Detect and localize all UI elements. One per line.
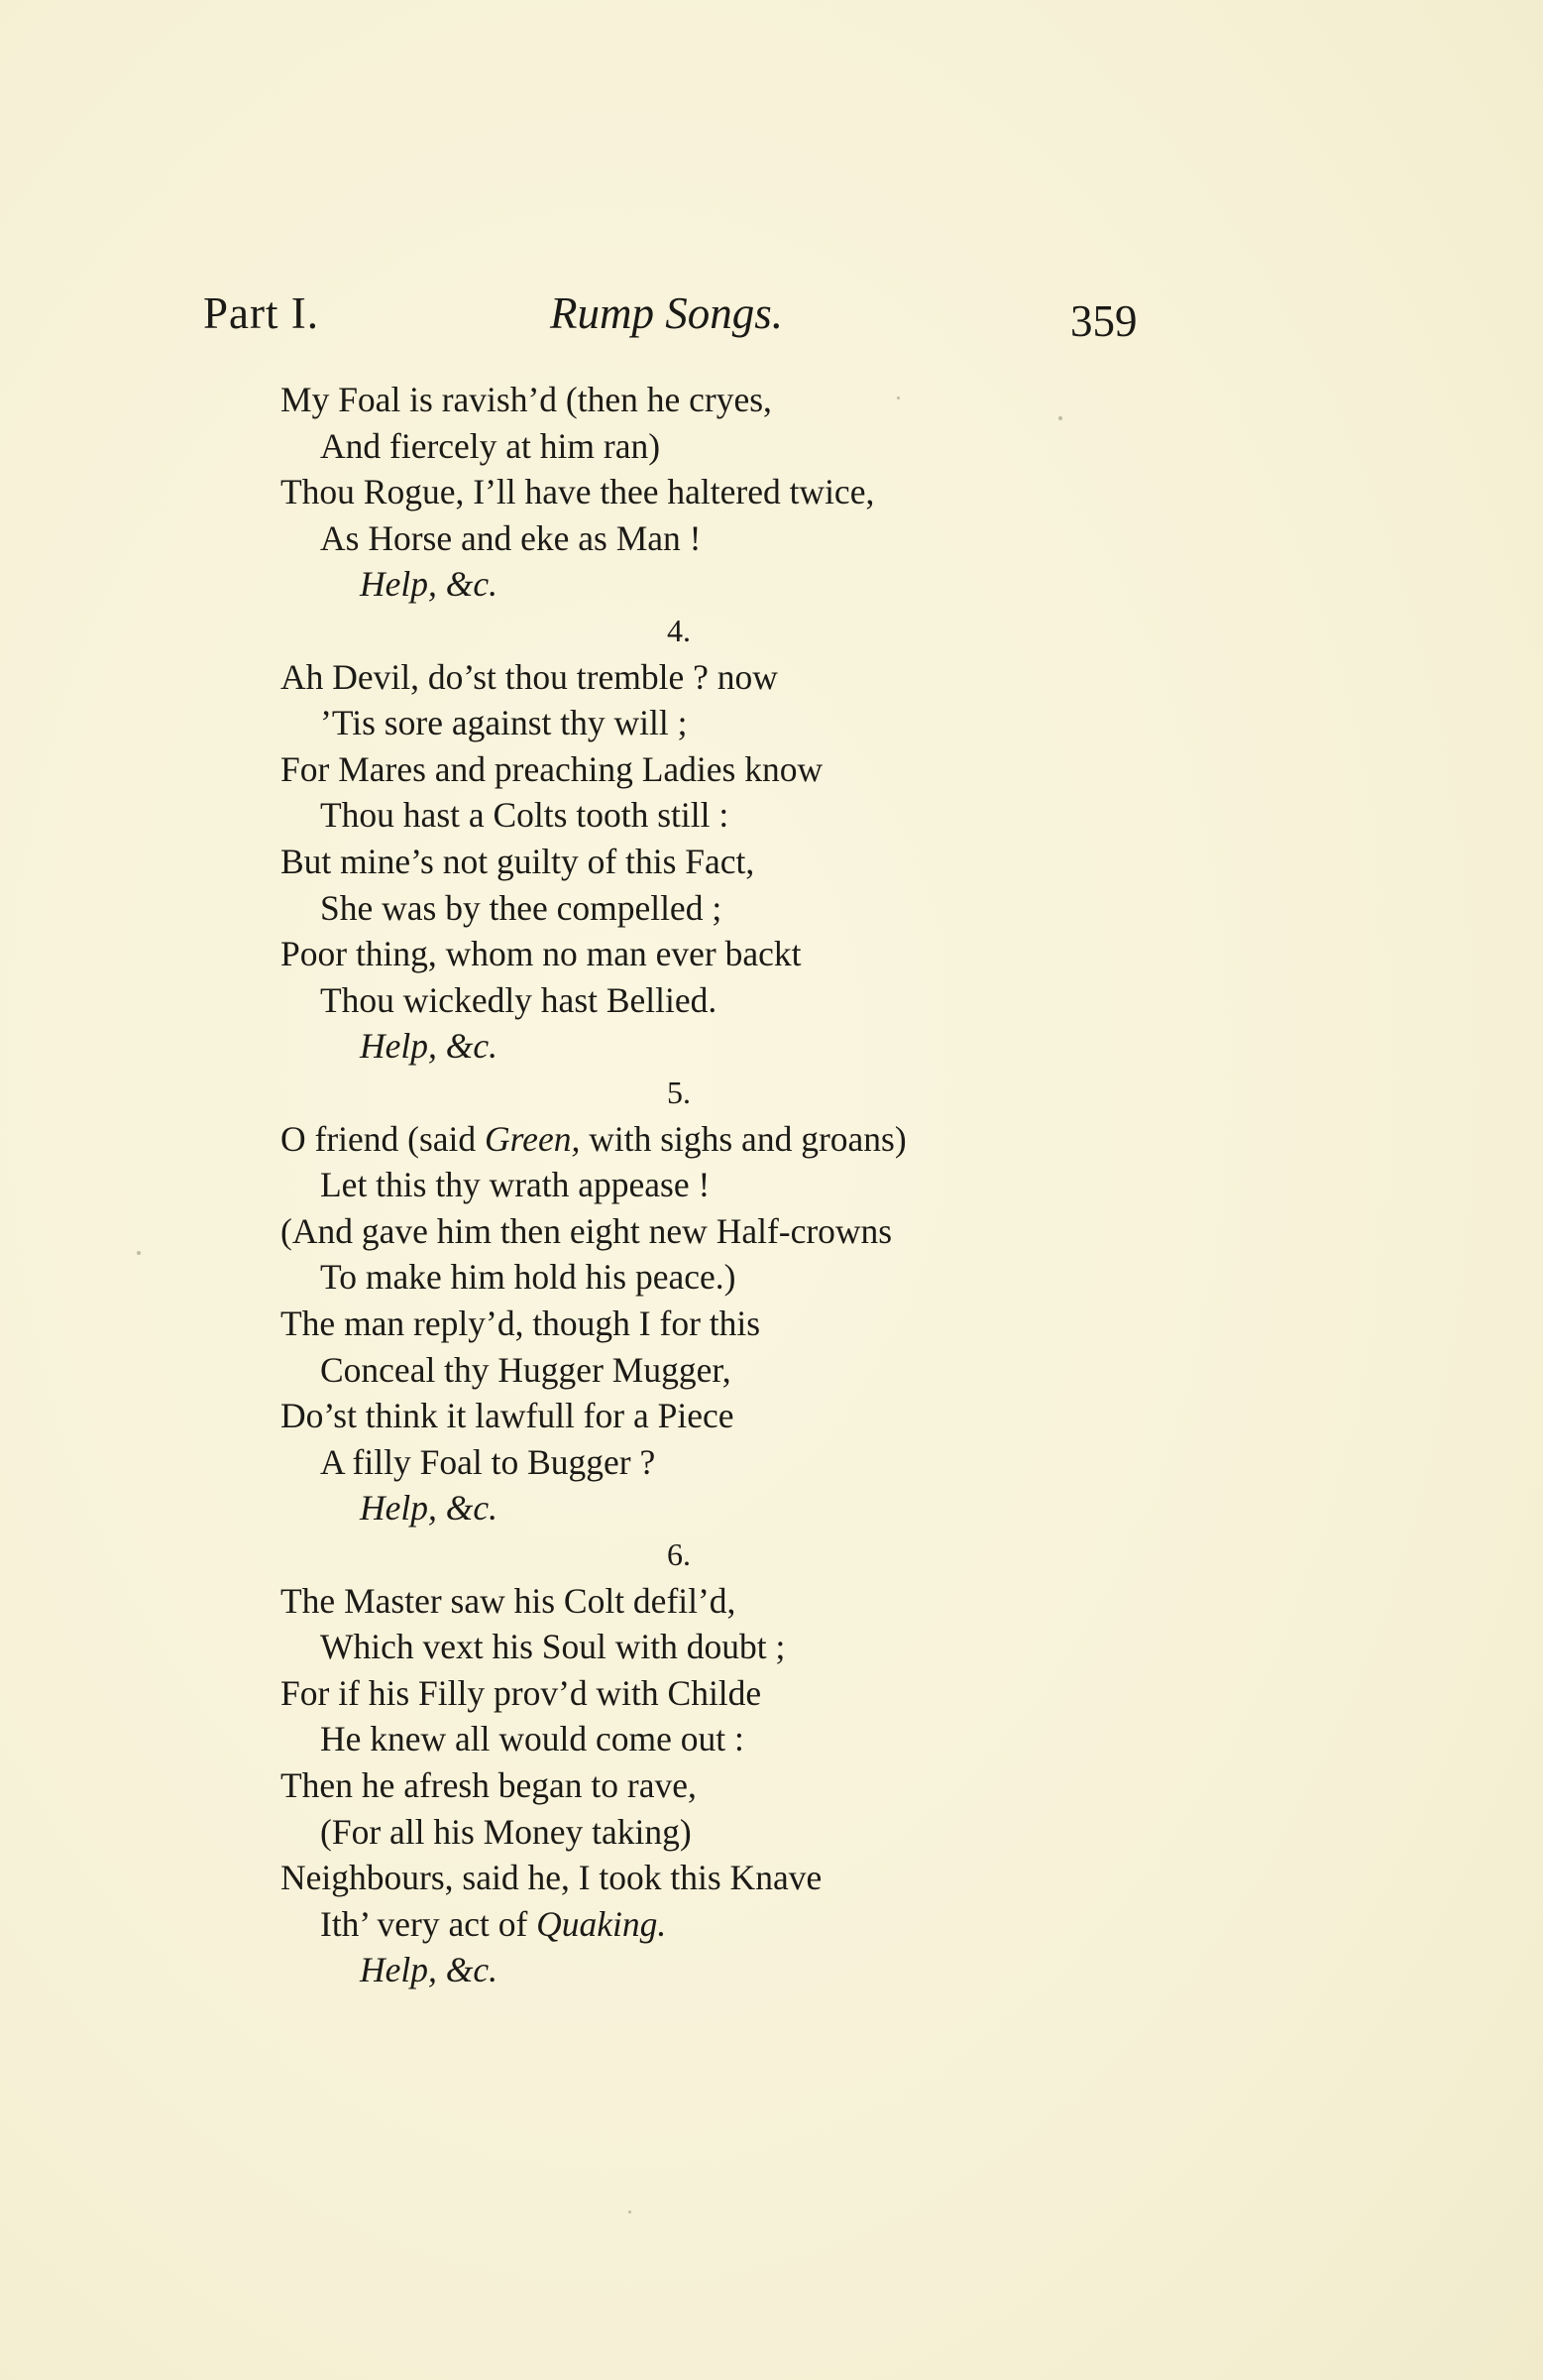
poem-line: But mine’s not guilty of this Fact, bbox=[280, 842, 755, 881]
poem-line: For Mares and preaching Ladies know bbox=[280, 748, 824, 789]
poem-line: As Horse and eke as Man ! bbox=[320, 517, 702, 558]
poem-line: A filly Foal to Bugger ? bbox=[320, 1441, 656, 1482]
running-title: Rump Songs. bbox=[550, 288, 783, 338]
line-text: with sighs and groans) bbox=[580, 1118, 907, 1159]
paper-speck bbox=[897, 397, 900, 399]
line-text: O friend (said bbox=[280, 1118, 486, 1159]
paper-speck bbox=[137, 1251, 141, 1255]
paper-speck bbox=[628, 2210, 631, 2213]
line-text: Ith’ very act of bbox=[320, 1903, 537, 1944]
poem-line: Ah Devil, do’st thou tremble ? now bbox=[280, 656, 778, 697]
italic-name: Green, bbox=[485, 1118, 581, 1159]
running-header bbox=[203, 287, 1155, 347]
poem-line: Conceal thy Hugger Mugger, bbox=[320, 1349, 731, 1390]
poem-line: Which vext his Soul with doubt ; bbox=[320, 1627, 786, 1667]
poem-line: For if his Filly prov’d with Childe bbox=[280, 1672, 762, 1713]
poem-line: Neighbours, said he, I took this Knave bbox=[280, 1858, 823, 1898]
poem-line: (And gave him then eight new Half-crowns bbox=[280, 1210, 893, 1251]
paper-speck bbox=[1058, 416, 1062, 420]
poem-line: And fiercely at him ran) bbox=[320, 425, 661, 466]
refrain-line: Help, &c. bbox=[360, 1026, 498, 1067]
poem-line: The man reply’d, though I for this bbox=[280, 1303, 761, 1343]
part-label: Part I. bbox=[203, 288, 319, 338]
poem-line: Do’st think it lawfull for a Piece bbox=[280, 1396, 734, 1436]
poem-line: To make him hold his peace.) bbox=[320, 1257, 736, 1298]
refrain-line: Help, &c. bbox=[360, 1950, 498, 1990]
poem-line: ’Tis sore against thy will ; bbox=[320, 703, 688, 743]
poem-line bbox=[280, 1116, 907, 1162]
italic-name: Quaking. bbox=[536, 1903, 667, 1944]
poem-line: He knew all would come out : bbox=[320, 1719, 744, 1759]
stanza-number: 6. bbox=[667, 1536, 691, 1572]
poem-line bbox=[320, 1901, 666, 1947]
poem-line: The Master saw his Colt defil’d, bbox=[280, 1580, 736, 1621]
poem-line: Thou wickedly hast Bellied. bbox=[320, 979, 717, 1020]
stanza-number: 5. bbox=[667, 1075, 691, 1110]
poem-line: (For all his Money taking) bbox=[320, 1811, 692, 1852]
poem-line: Thou Rogue, I’ll have thee haltered twice, bbox=[280, 472, 875, 512]
poem-line: My Foal is ravish’d (then he cryes, bbox=[280, 380, 772, 419]
refrain-line: Help, &c. bbox=[360, 564, 498, 605]
poem-line: Let this thy wrath appease ! bbox=[320, 1165, 711, 1205]
poem-line: Then he afresh began to rave, bbox=[280, 1765, 697, 1805]
stanza-number: 4. bbox=[667, 613, 691, 648]
poem-line: Thou hast a Colts tooth still : bbox=[320, 795, 729, 836]
page-number: 359 bbox=[1070, 296, 1138, 346]
poem-line: She was by thee compelled ; bbox=[320, 887, 722, 928]
poem-line: Poor thing, whom no man ever backt bbox=[280, 934, 802, 974]
refrain-line: Help, &c. bbox=[360, 1488, 498, 1529]
